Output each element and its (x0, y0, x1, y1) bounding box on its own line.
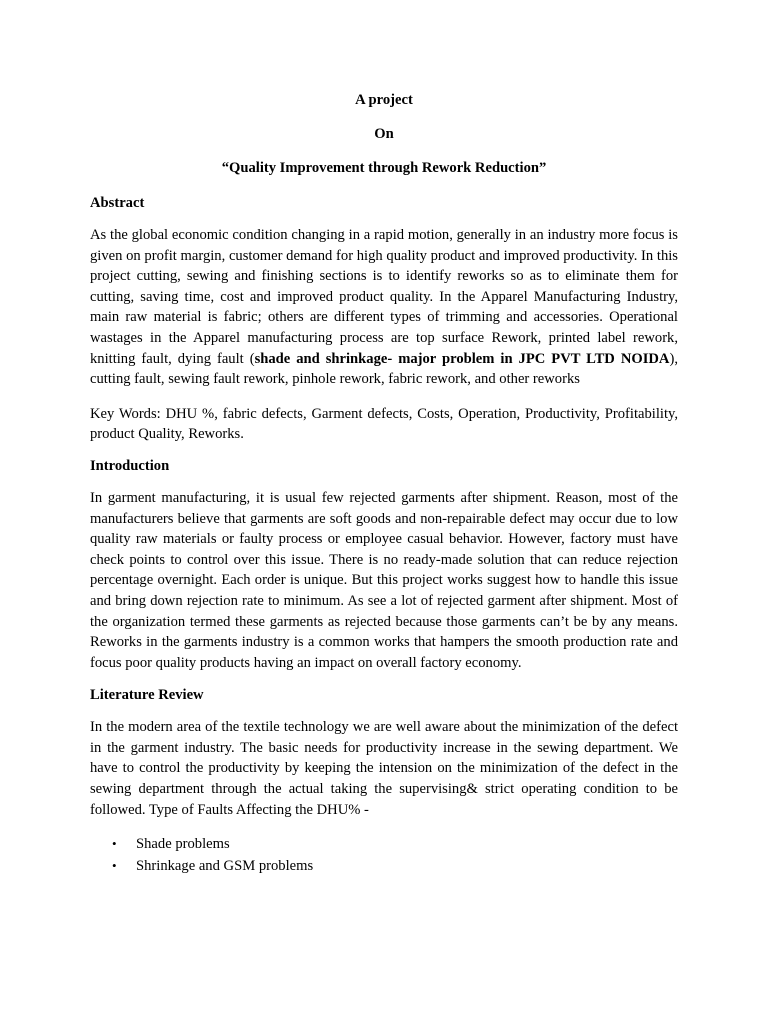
literature-review-heading: Literature Review (90, 687, 204, 704)
abstract-heading: Abstract (90, 195, 145, 211)
introduction-paragraph: In garment manufacturing, it is usual few rejected garments after shipment. Reason, most of the manufacturers believe that garments are soft goods and non-repairable defect may occur due to low quality raw materials or faulty process or employee casual behavior. However, factory must have check points to control over this issue. There is no ready-made solution that can reduce rejection percentage overnight. Each order is unique. But this project works suggest how to handle this issue and bring down rejection rate to minimum. As see a lot of rejected garment after shipment. Most of the organization termed these garments as rejected because those garments can’t be by any means. Reworks in the garments industry is a common works that hampers the smooth production rate and focus poor quality products having an impact on overall factory economy. (90, 489, 678, 671)
bullet-icon: • (112, 858, 117, 874)
bullet-icon: • (112, 836, 117, 852)
list-item-text: Shrinkage and GSM problems (136, 858, 314, 875)
literature-review-paragraph: In the modern area of the textile technology we are well aware about the minimization of the defect in the garment industry. The basic needs for productivity increase in the sewing department. We have to control the productivity by keeping the intension on the minimization of the defect in the sewing department through the actual taking the supervising& strict operating condition to be followed. Type of Faults Affecting the DHU% - (90, 719, 678, 818)
document-title: “Quality Improvement through Rework Reduction” (221, 160, 547, 176)
abstract-bold-text: shade and shrinkage- major problem in JPC PVT LTD NOIDA (254, 350, 670, 367)
title-line-project: A project (355, 92, 413, 108)
title-line-on: On (374, 126, 394, 142)
abstract-text-end: ), cutting fault, sewing fault rework, pinhole rework, fabric rework, and other reworks (90, 350, 678, 388)
introduction-heading: Introduction (90, 457, 170, 474)
abstract-text-start: As the global economic condition changing in a rapid motion, generally in an industry more focus is given on profit margin, customer demand for high quality product and improved productivity. In this project cutting, sewing and finishing sections is to identify reworks so as to eliminate them for cutting, saving time, cost and improved product quality. In the Apparel Manufacturing Industry, main raw material is fabric; others are different types of trimming and accessories. Operational wastages in the Apparel manufacturing process are top surface Rework, printed label rework, knitting fault, dying fault ( (90, 227, 678, 367)
abstract-paragraph (90, 225, 678, 390)
keywords-paragraph: Key Words: DHU %, fabric defects, Garment defects, Costs, Operation, Productivity, Profitability, product Quality, Reworks. (90, 405, 678, 443)
list-item (90, 855, 678, 877)
faults-list (90, 833, 678, 877)
list-item (90, 833, 678, 855)
list-item-text: Shade problems (136, 836, 230, 853)
